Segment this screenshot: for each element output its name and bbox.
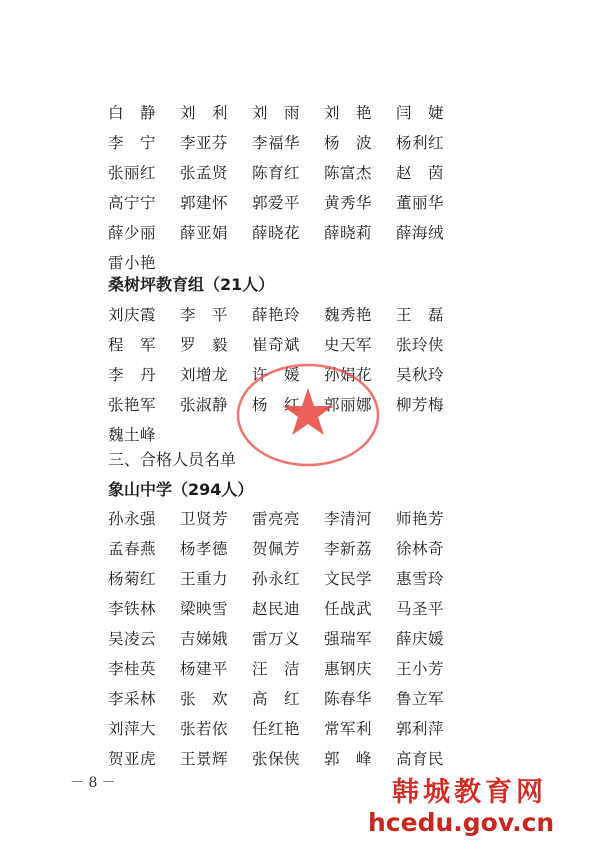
name-row bbox=[108, 300, 508, 330]
person-name: 薛晓花 bbox=[252, 224, 301, 242]
person-name: 孙娟花 bbox=[324, 366, 373, 384]
person-name: 惠雪玲 bbox=[396, 570, 445, 588]
name-row bbox=[108, 158, 508, 188]
person-name: 高 红 bbox=[252, 690, 301, 708]
person-name: 王 磊 bbox=[396, 306, 445, 324]
person-name: 孙永红 bbox=[252, 570, 301, 588]
person-name: 李福华 bbox=[252, 134, 301, 152]
person-name: 郭建怀 bbox=[180, 194, 229, 212]
name-list-block-1 bbox=[108, 98, 508, 278]
person-name: 杨建平 bbox=[180, 660, 229, 678]
person-name: 高育民 bbox=[396, 750, 445, 768]
person-name: 杨菊红 bbox=[108, 570, 157, 588]
person-name: 陈富杰 bbox=[324, 164, 373, 182]
person-name: 陈春华 bbox=[324, 690, 373, 708]
person-name: 孙永强 bbox=[108, 510, 157, 528]
person-name: 黄秀华 bbox=[324, 194, 373, 212]
person-name: 卫贤芳 bbox=[180, 510, 229, 528]
person-name: 刘增龙 bbox=[180, 366, 229, 384]
person-name: 惠钢庆 bbox=[324, 660, 373, 678]
person-name: 王重力 bbox=[180, 570, 229, 588]
person-name: 薛庆媛 bbox=[396, 630, 445, 648]
person-name: 刘 利 bbox=[180, 104, 229, 122]
name-row bbox=[108, 624, 508, 654]
person-name: 郭 峰 bbox=[324, 750, 373, 768]
person-name: 李亚芬 bbox=[180, 134, 229, 152]
watermark-brand: 韩城教育网 bbox=[392, 777, 547, 808]
person-name: 郭爱平 bbox=[252, 194, 301, 212]
group-heading-xiangshan: 象山中学（294人） bbox=[108, 480, 254, 499]
person-name: 杨利红 bbox=[396, 134, 445, 152]
person-name: 史天军 bbox=[324, 336, 373, 354]
person-name: 程 军 bbox=[108, 336, 157, 354]
name-row bbox=[108, 504, 508, 534]
person-name: 郭利萍 bbox=[396, 720, 445, 738]
person-name: 马圣平 bbox=[396, 600, 445, 618]
person-name: 张保侠 bbox=[252, 750, 301, 768]
name-row bbox=[108, 534, 508, 564]
name-row bbox=[108, 594, 508, 624]
person-name: 杨孝德 bbox=[180, 540, 229, 558]
person-name: 赵 茵 bbox=[396, 164, 445, 182]
section-heading-qualified: 三、合格人员名单 bbox=[108, 450, 237, 469]
person-name: 杨 红 bbox=[252, 396, 301, 414]
person-name: 崔奇斌 bbox=[252, 336, 301, 354]
person-name: 张 欢 bbox=[180, 690, 229, 708]
group-heading-sangshuping: 桑树坪教育组（21人） bbox=[108, 275, 275, 294]
name-row bbox=[108, 98, 508, 128]
person-name: 柳芳梅 bbox=[396, 396, 445, 414]
name-row bbox=[108, 684, 508, 714]
person-name: 刘萍大 bbox=[108, 720, 157, 738]
person-name: 魏土峰 bbox=[108, 426, 157, 444]
person-name: 罗 毅 bbox=[180, 336, 229, 354]
person-name: 薛晓莉 bbox=[324, 224, 373, 242]
person-name: 李桂英 bbox=[108, 660, 157, 678]
person-name: 师艳芳 bbox=[396, 510, 445, 528]
person-name: 雷亮亮 bbox=[252, 510, 301, 528]
name-row bbox=[108, 128, 508, 158]
person-name: 李 丹 bbox=[108, 366, 157, 384]
name-row bbox=[108, 654, 508, 684]
person-name: 李新荔 bbox=[324, 540, 373, 558]
person-name: 吴凌云 bbox=[108, 630, 157, 648]
person-name: 张若依 bbox=[180, 720, 229, 738]
person-name: 贺亚虎 bbox=[108, 750, 157, 768]
person-name: 常军利 bbox=[324, 720, 373, 738]
watermark-url: hcedu.gov.cn bbox=[368, 808, 555, 837]
person-name: 强瑞军 bbox=[324, 630, 373, 648]
person-name: 李采林 bbox=[108, 690, 157, 708]
person-name: 鲁立军 bbox=[396, 690, 445, 708]
person-name: 王景辉 bbox=[180, 750, 229, 768]
seal-star-icon bbox=[283, 388, 333, 435]
official-seal bbox=[232, 360, 384, 470]
person-name: 徐林奇 bbox=[396, 540, 445, 558]
person-name: 高宁宁 bbox=[108, 194, 157, 212]
name-row bbox=[108, 188, 508, 218]
person-name: 吴秋玲 bbox=[396, 366, 445, 384]
person-name: 薛亚娟 bbox=[180, 224, 229, 242]
person-name: 刘庆霞 bbox=[108, 306, 157, 324]
name-row bbox=[108, 330, 508, 360]
person-name: 白 静 bbox=[108, 104, 157, 122]
person-name: 许 媛 bbox=[252, 366, 301, 384]
name-row bbox=[108, 714, 508, 744]
person-name: 陈育红 bbox=[252, 164, 301, 182]
person-name: 张艳军 bbox=[108, 396, 157, 414]
person-name: 魏秀艳 bbox=[324, 306, 373, 324]
person-name: 张孟贤 bbox=[180, 164, 229, 182]
person-name: 刘 艳 bbox=[324, 104, 373, 122]
person-name: 任战武 bbox=[324, 600, 373, 618]
person-name: 汪 洁 bbox=[252, 660, 301, 678]
person-name: 王小芳 bbox=[396, 660, 445, 678]
name-row bbox=[108, 564, 508, 594]
person-name: 薛艳玲 bbox=[252, 306, 301, 324]
page-number: － 8 － bbox=[70, 775, 116, 791]
person-name: 张淑静 bbox=[180, 396, 229, 414]
person-name: 闫 婕 bbox=[396, 104, 445, 122]
person-name: 张丽红 bbox=[108, 164, 157, 182]
person-name: 薛海绒 bbox=[396, 224, 445, 242]
person-name: 张玲侠 bbox=[396, 336, 445, 354]
person-name: 孟春燕 bbox=[108, 540, 157, 558]
person-name: 雷小艳 bbox=[108, 254, 157, 272]
person-name: 郭丽娜 bbox=[324, 396, 373, 414]
person-name: 任红艳 bbox=[252, 720, 301, 738]
person-name: 刘 雨 bbox=[252, 104, 301, 122]
name-list-xiangshan bbox=[108, 504, 508, 774]
person-name: 赵民迪 bbox=[252, 600, 301, 618]
person-name: 贺佩芳 bbox=[252, 540, 301, 558]
person-name: 雷万义 bbox=[252, 630, 301, 648]
person-name: 梁映雪 bbox=[180, 600, 229, 618]
person-name: 文民学 bbox=[324, 570, 373, 588]
person-name: 吉娣娥 bbox=[180, 630, 229, 648]
person-name: 李 平 bbox=[180, 306, 229, 324]
person-name: 杨 波 bbox=[324, 134, 373, 152]
person-name: 李清河 bbox=[324, 510, 373, 528]
person-name: 薛少丽 bbox=[108, 224, 157, 242]
person-name: 董丽华 bbox=[396, 194, 445, 212]
person-name: 李 宁 bbox=[108, 134, 157, 152]
person-name: 李铁林 bbox=[108, 600, 157, 618]
name-row bbox=[108, 218, 508, 248]
